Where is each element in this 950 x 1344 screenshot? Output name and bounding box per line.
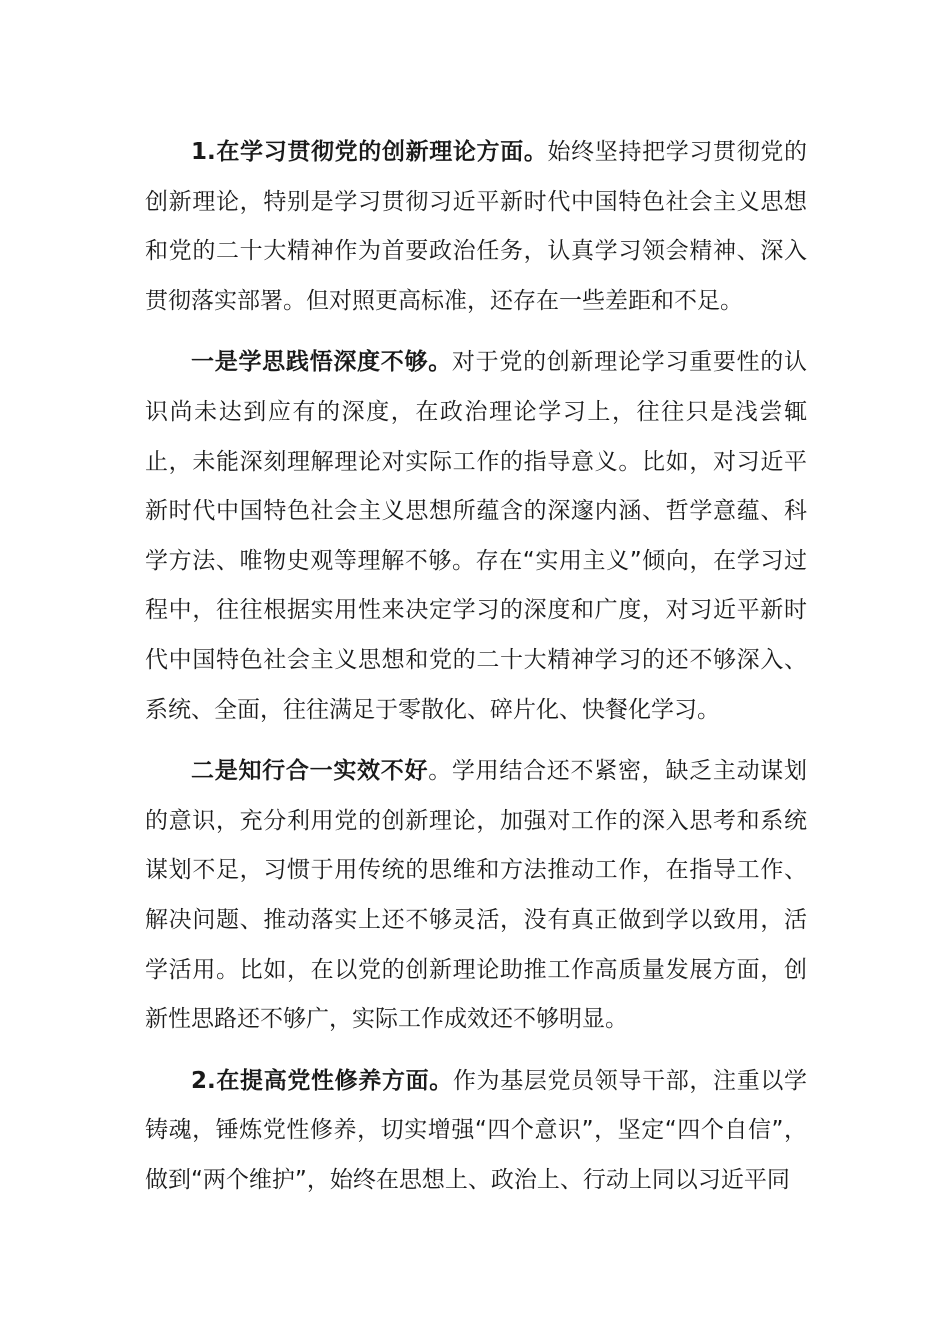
paragraph-4	[145, 1057, 807, 1206]
paragraph-4-heading: 2.在提高党性修养方面。	[191, 1067, 453, 1094]
paragraph-3-heading: 二是知行合一实效不好	[191, 758, 429, 785]
paragraph-2-text: 对于党的创新理论学习重要性的认识尚未达到应有的深度，在政治理论学习上，往往只是浅尝辄止，未能深刻理解理论对实际工作的指导意义。比如，对习近平新时代中国特色社会主义思想所蕴含的深邃内涵、哲学意蕴、科学方法、唯物史观等理解不够。存在“实用主义”倾向，在学习过程中，往往根据实用性来决定学习的深度和广度，对习近平新时代中国特色社会主义思想和党的二十大精神学习的还不够深入、系统、全面，往往满足于零散化、碎片化、快餐化学习。	[145, 349, 808, 723]
paragraph-1-text: 始终坚持把学习贯彻党的创新理论，特别是学习贯彻习近平新时代中国特色社会主义思想和党的二十大精神作为首要政治任务，认真学习领会精神、深入贯彻落实部署。但对照更高标准，还存在一些差距和不足。	[145, 139, 808, 314]
paragraph-3-text: 。学用结合还不紧密，缺乏主动谋划的意识，充分利用党的创新理论，加强对工作的深入思考和系统谋划不足，习惯于用传统的思维和方法推动工作，在指导工作、解决问题、推动落实上还不够灵活，没有真正做到学以致用，活学活用。比如，在以党的创新理论助推工作高质量发展方面，创新性思路还不够广，实际工作成效还不够明显。	[145, 758, 808, 1033]
paragraph-2-heading: 一是学思践悟深度不够。	[191, 349, 452, 376]
document-body	[145, 128, 807, 1205]
paragraph-1-heading: 1.在学习贯彻党的创新理论方面。	[191, 139, 548, 165]
paragraph-4-text: 作为基层党员领导干部，注重以学铸魂，锤炼党性修养，切实增强“四个意识”，坚定“四个自信”，做到“两个维护”，始终在思想上、政治上、行动上同以习近平同	[145, 1067, 808, 1193]
paragraph-2	[145, 338, 807, 735]
paragraph-1	[145, 128, 807, 326]
paragraph-3	[145, 747, 807, 1045]
